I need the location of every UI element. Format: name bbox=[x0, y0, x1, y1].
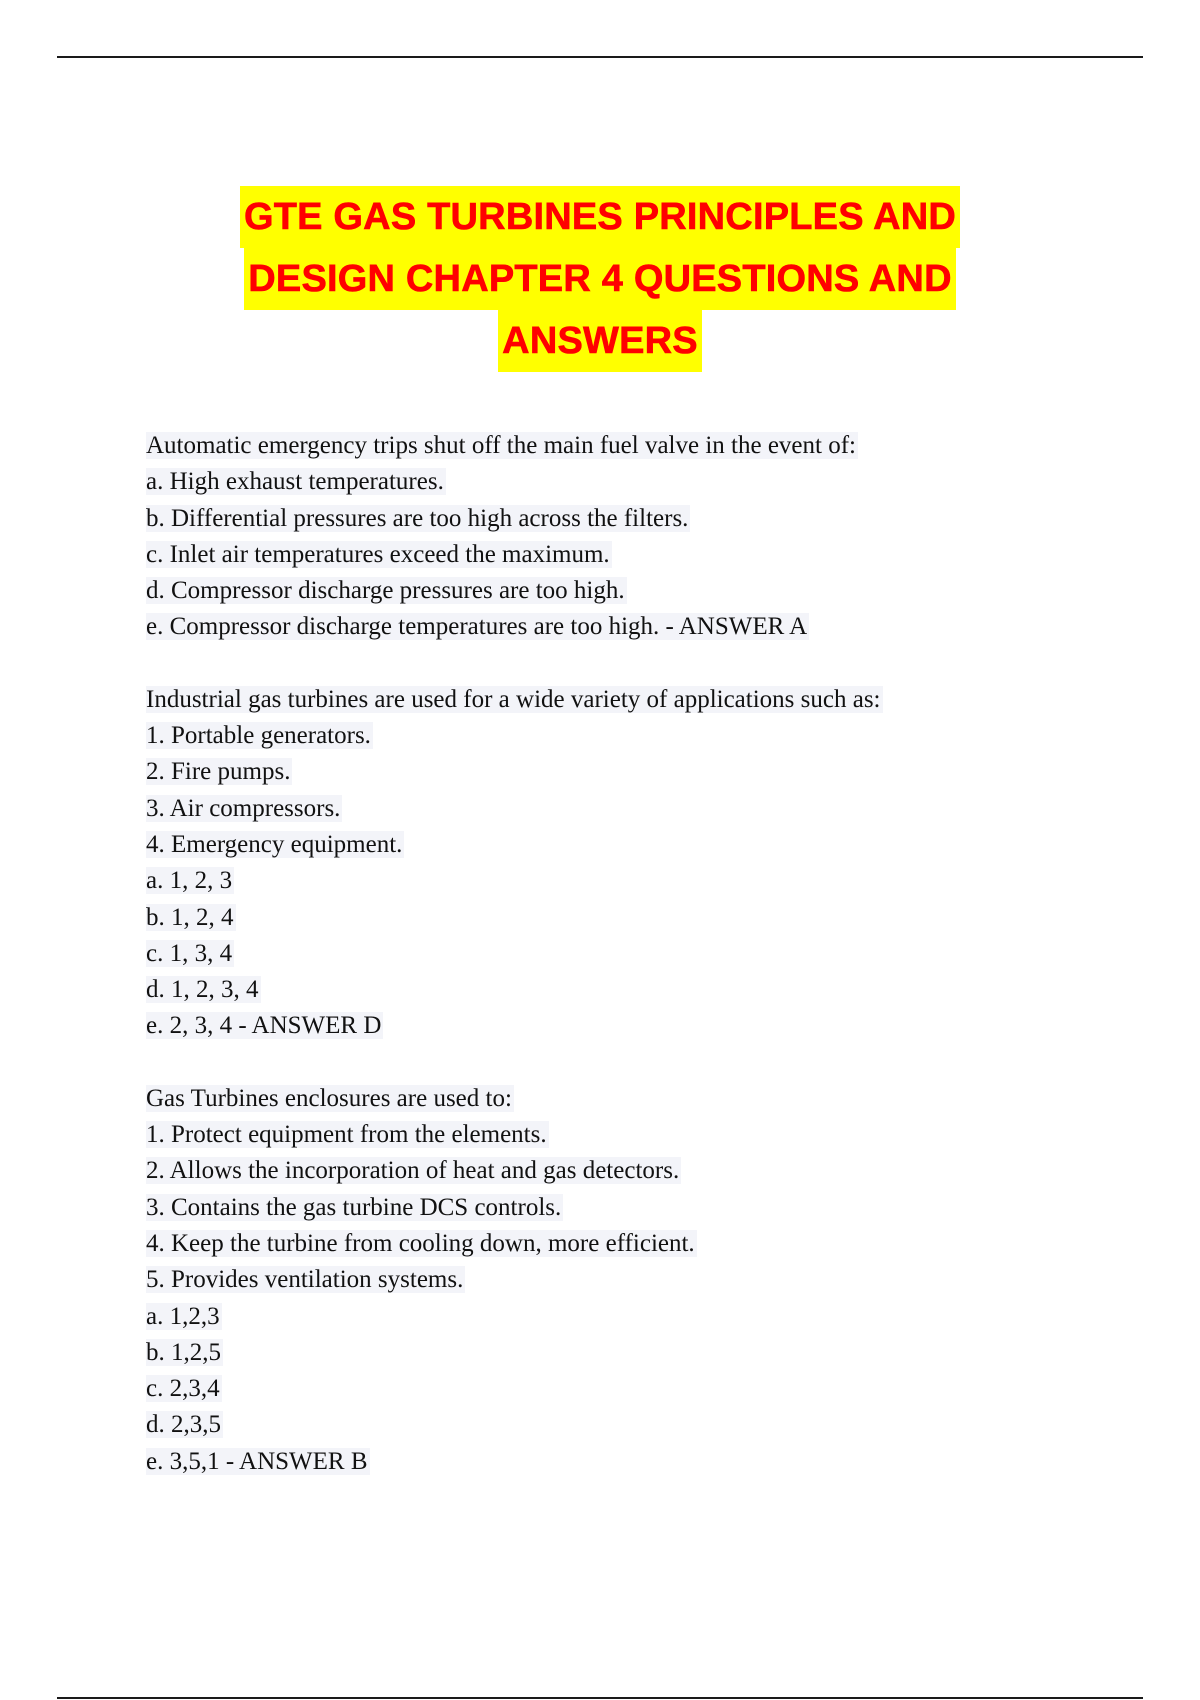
question-2-stem: Industrial gas turbines are used for a wide variety of applications such as: bbox=[146, 685, 881, 713]
question-2-answer-line: e. 2, 3, 4 - ANSWER D bbox=[146, 1012, 382, 1040]
question-3-item: 5. Provides ventilation systems. bbox=[146, 1266, 464, 1294]
header-rule bbox=[57, 56, 1143, 58]
question-3-option: a. 1,2,3 bbox=[146, 1302, 220, 1330]
question-1-option: a. High exhaust temperatures. bbox=[146, 468, 444, 496]
question-2-option: a. 1, 2, 3 bbox=[146, 867, 233, 895]
question-2-item: 4. Emergency equipment. bbox=[146, 830, 403, 858]
document-title bbox=[0, 186, 1200, 372]
question-1-option: d. Compressor discharge pressures are too high. bbox=[146, 577, 625, 605]
question-2-item: 3. Air compressors. bbox=[146, 794, 341, 822]
question-3 bbox=[146, 1081, 1126, 1480]
question-2 bbox=[146, 682, 1126, 1045]
question-2-option: c. 1, 3, 4 bbox=[146, 939, 233, 967]
question-3-item: 3. Contains the gas turbine DCS controls. bbox=[146, 1193, 562, 1221]
question-3-stem: Gas Turbines enclosures are used to: bbox=[146, 1084, 512, 1112]
question-1-answer-line: e. Compressor discharge temperatures are too high. - ANSWER A bbox=[146, 613, 808, 641]
question-list bbox=[146, 428, 1126, 1516]
footer-rule bbox=[57, 1697, 1143, 1699]
question-1-option: b. Differential pressures are too high across the filters. bbox=[146, 504, 689, 532]
question-1-option: c. Inlet air temperatures exceed the maximum. bbox=[146, 540, 610, 568]
question-2-option: d. 1, 2, 3, 4 bbox=[146, 976, 259, 1004]
question-3-answer-line: e. 3,5,1 - ANSWER B bbox=[146, 1447, 368, 1475]
question-2-item: 1. Portable generators. bbox=[146, 722, 371, 750]
question-2-item: 2. Fire pumps. bbox=[146, 758, 291, 786]
question-3-option: b. 1,2,5 bbox=[146, 1338, 221, 1366]
question-3-option: d. 2,3,5 bbox=[146, 1411, 221, 1439]
question-1 bbox=[146, 428, 1126, 646]
question-3-item: 1. Protect equipment from the elements. bbox=[146, 1121, 547, 1149]
title-line-1: GTE GAS TURBINES PRINCIPLES AND bbox=[240, 186, 960, 248]
question-1-stem: Automatic emergency trips shut off the main fuel valve in the event of: bbox=[146, 432, 856, 459]
question-3-item: 2. Allows the incorporation of heat and gas detectors. bbox=[146, 1157, 680, 1185]
question-2-option: b. 1, 2, 4 bbox=[146, 903, 234, 931]
question-3-item: 4. Keep the turbine from cooling down, more efficient. bbox=[146, 1229, 695, 1257]
title-line-2: DESIGN CHAPTER 4 QUESTIONS AND bbox=[244, 248, 955, 310]
title-line-3: ANSWERS bbox=[498, 310, 702, 372]
question-3-option: c. 2,3,4 bbox=[146, 1375, 220, 1403]
